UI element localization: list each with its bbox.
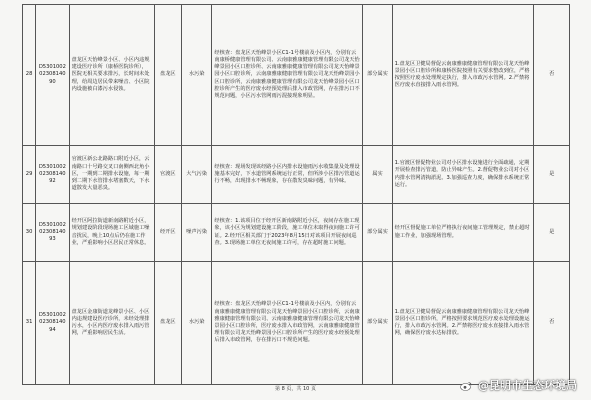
- watermark-text: @昆明市生态环境局: [478, 379, 577, 392]
- investigation-finding: 经核查：盘龙区天怡峰景小区C1-1号楼前及小区内，分别有云南康桥健康管理有限公司、云南康雅康健康管理有限公司龙天怡峰景园小区口腔诊所、云南康雅康健康管理有限公司龙天怡峰景园小区口腔诊所，云南康雅康健康管理有限公司龙天怡峰景园小区口腔诊所，云南康雅康健康管理有限公司龙天怡峰景园小区口腔诊所产生的医疗废水经预处理后排入市政管网，存在排污口不规范问题，小区污水管网雨污混接现象明显。: [212, 5, 363, 146]
- complaint-detail: 官渡区新公北路路口附近小区，云南路口十号路交叉口南侧西北角小区，一期到二期排水设施，每一期到二期下水管排水堵塞数天，下水道散发大量恶臭。: [69, 146, 154, 204]
- case-id: D53010020230814090: [36, 5, 69, 146]
- pollution-type: 水污染: [182, 262, 212, 385]
- table-row: [23, 146, 570, 204]
- verification-status: 部分属实: [363, 262, 392, 385]
- district: 官渡区: [154, 146, 181, 204]
- row-number: 31: [23, 262, 36, 385]
- case-id: D53010020230814092: [36, 146, 69, 204]
- row-number: 28: [23, 5, 36, 146]
- row-number: 29: [23, 146, 36, 204]
- weibo-icon: [460, 381, 472, 391]
- pollution-type: 噪声污染: [182, 204, 212, 262]
- rectification-measure: 经开区督促施工单位严格执行夜间施工管理规定，禁止超时施工作业，加强现场管理。: [392, 204, 534, 262]
- table-body: [23, 5, 570, 385]
- rectification-measure: 1.盘龙区卫健局督促云南康雅康健康管理有限公司龙天怡峰景园小区口腔诊所，严格按照要求规范医疗废水处理设施运行，排入市政污水管网。2.严禁将医疗废水直接排入雨水管网，确保医疗废水达标排放。: [392, 262, 534, 385]
- accountability-flag: 是: [534, 204, 570, 262]
- weibo-watermark: [460, 377, 577, 393]
- investigation-finding: 经核查：1.该项目位于经开区新南路附近小区，夜间存在施工现象，该小区为规划建设施工阶段，施工单位未取得夜间施工许可证。2.经开区相关部门于2023年8月15日对该项目开展夜间巡查。3.现场施工单位无夜间施工许可，存在超时施工问题。: [212, 204, 363, 262]
- case-id: D53010020230814094: [36, 262, 69, 385]
- verification-status: 部分属实: [363, 5, 392, 146]
- district: 盘龙区: [154, 5, 181, 146]
- table-row: [23, 262, 570, 385]
- pollution-type: 大气污染: [182, 146, 212, 204]
- verification-status: 属实: [363, 146, 392, 204]
- verification-status: 部分属实: [363, 204, 392, 262]
- rectification-measure: 1.官渡区督促物业公司对小区排水设施进行全面疏通，定期开展检查排污管道，防止异味产生。2.督促物业公司对小区内排水管网清掏淤泥。3.加强巡查力度，确保排水系统正常运行。: [392, 146, 534, 204]
- complaint-detail: 盘龙区天怡峰景小区、小区内违规建设医疗诊所（康桥医院诊所），医院无相关要求排污，长时间未处理，给周边居民带来噪音、小区院内设施被白漆污水侵蚀。: [69, 5, 154, 146]
- case-id: D53010020230814093: [36, 204, 69, 262]
- district: 经开区: [154, 204, 181, 262]
- table-row: [23, 5, 570, 146]
- district: 盘龙区: [154, 262, 181, 385]
- complaint-detail: 经开区阿拉街道新南路附近小区，规划建设阶段现场施工区域施工噪音扰民，晚上10点后仍在施工作业，严重影响小区居民正常休息。: [69, 204, 154, 262]
- pollution-type: 水污染: [182, 5, 212, 146]
- page-footer: 第 8 页，共 10 页: [275, 386, 316, 392]
- investigation-finding: 经核查：盘龙区天怡峰景小区C1-1号楼前及小区内，分别有云南康雅康健康管理有限公司龙天怡峰景园小区口腔诊所，云南康雅康健康管理有限公司、云南康雅康健康管理有限公司龙天怡峰景园小区口腔诊所，医疗废水排入市政管网，云南康雅康健康管理有限公司龙天怡峰景园小区口腔诊所产生的医疗废水经预处理后排入市政管网，存在排污口不规范问题。: [212, 262, 363, 385]
- table-row: [23, 204, 570, 262]
- complaint-table: [22, 4, 570, 385]
- complaint-detail: 盘龙区金康街道龙峰景小区、小区内违规建设医疗诊所，未经处理排污水，小区内医疗废水排入雨污管网，严重影响居民生活。: [69, 262, 154, 385]
- accountability-flag: 否: [534, 5, 570, 146]
- row-number: 30: [23, 204, 36, 262]
- rectification-measure: 1.盘龙区卫健局督促云南康雅康健康管理有限公司龙天怡峰景园小区口腔诊所和康桥医院按照有关要求整改到位，严格按照医疗废水处理规定执行，排入市政污水管网。2.严禁将医疗废水直接排入雨水管网。: [392, 5, 534, 146]
- accountability-flag: 是: [534, 146, 570, 204]
- investigation-finding: 经核查：现场发现该经路小区内排水设施雨污水收集量及处理设施基本完好，下水道管网系统运行正常，但所涉小区排污管道运行不畅，出现排水不畅现象，存在散发臭味问题，有异味。: [212, 146, 363, 204]
- accountability-flag: 否: [534, 262, 570, 385]
